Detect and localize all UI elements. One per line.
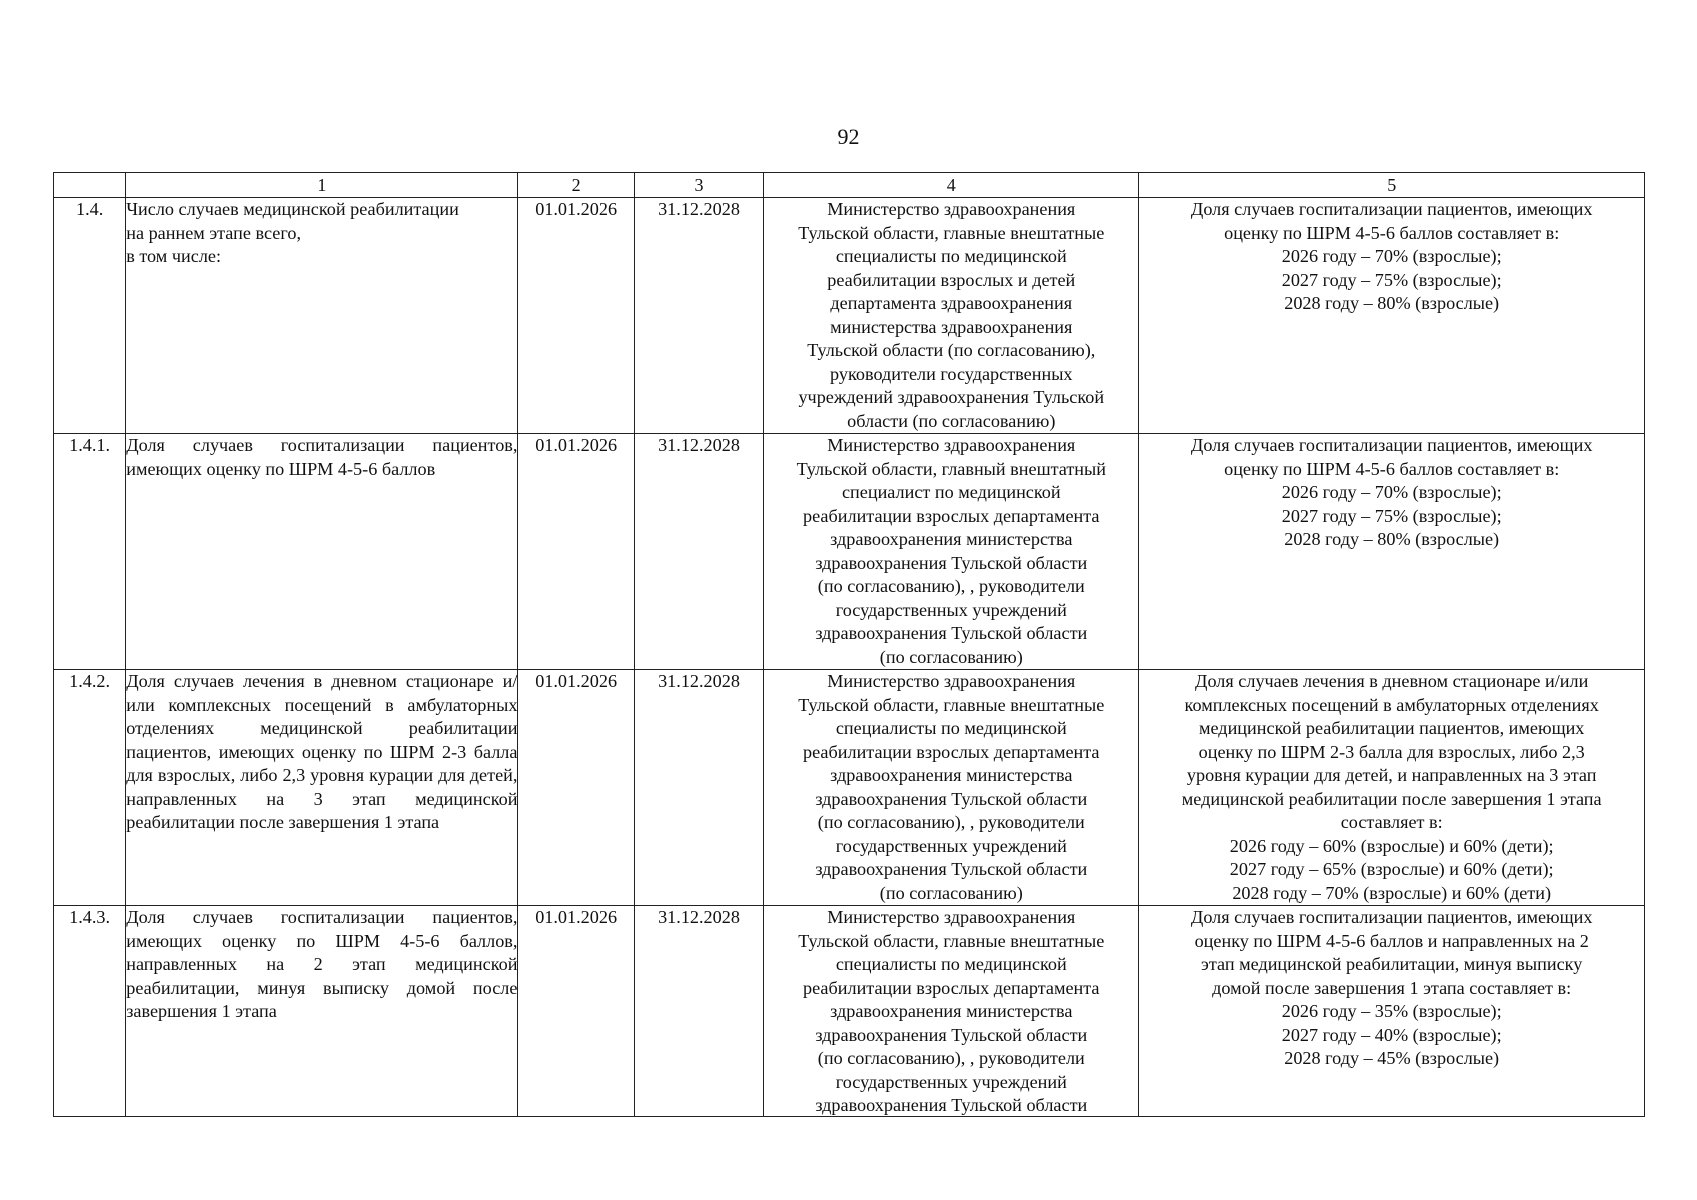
expected-result: Доля случаев госпитализации пациентов, имеющих оценку по ШРМ 4-5-6 баллов и направленных на 2 этап медицинской реабилитации, минуя выписку домой после завершения 1 этапа составляет в: 2026 году – 35% (взрослые); 2027 году – 40% (взрослые); 2028 году – 45% (взрослые) xyxy=(1139,906,1645,1117)
start-date: 01.01.2026 xyxy=(518,906,634,1117)
responsible-parties: Министерство здравоохранения Тульской области, главные внештатные специалисты по медицинской реабилитации взрослых департамента здравоохранения министерства здравоохранения Тульской области (по согласованию), , руководители государственных учреждений здравоохранения Тульской области xyxy=(798,907,1105,1115)
row-number: 1.4.1. xyxy=(54,434,126,670)
page-number: 92 xyxy=(837,124,860,149)
table-row xyxy=(54,670,1645,906)
measures-table xyxy=(53,172,1645,1117)
header-cell-5: 5 xyxy=(1139,173,1645,198)
end-date: 31.12.2028 xyxy=(634,906,763,1117)
row-number: 1.4.2. xyxy=(54,670,126,906)
table-row xyxy=(54,198,1645,434)
start-date: 01.01.2026 xyxy=(518,670,634,906)
table-row xyxy=(54,434,1645,670)
start-date: 01.01.2026 xyxy=(518,434,634,670)
responsible-parties: Министерство здравоохранения Тульской области, главные внештатные специалисты по медицинской реабилитации взрослых и детей департамента здравоохранения министерства здравоохранения Тульской области (по согласованию), руководители государственных учреждений здравоохранения Тульской области (по согласованию) xyxy=(764,198,1139,434)
end-date: 31.12.2028 xyxy=(634,434,763,670)
header-cell-1: 1 xyxy=(126,173,518,198)
row-number: 1.4. xyxy=(54,198,126,434)
end-date: 31.12.2028 xyxy=(634,198,763,434)
responsible-parties: Министерство здравоохранения Тульской области, главные внештатные специалисты по медицинской реабилитации взрослых департамента здравоохранения министерства здравоохранения Тульской области (по согласованию), , руководители государственных учреждений здравоохранения Тульской области (по согласованию) xyxy=(764,670,1139,906)
responsible-parties: Министерство здравоохранения Тульской области, главный внештатный специалист по медицинской реабилитации взрослых департамента здравоохранения министерства здравоохранения Тульской области (по согласованию), , руководители государственных учреждений здравоохранения Тульской области (по согласованию) xyxy=(764,434,1139,670)
start-date: 01.01.2026 xyxy=(518,198,634,434)
expected-result: Доля случаев госпитализации пациентов, имеющих оценку по ШРМ 4-5-6 баллов составляет в: 2026 году – 70% (взрослые); 2027 году – 75% (взрослые); 2028 году – 80% (взрослые) xyxy=(1139,434,1645,670)
header-cell-4: 4 xyxy=(764,173,1139,198)
header-cell-num xyxy=(54,173,126,198)
measure-name: Доля случаев лечения в дневном стационаре и/или комплексных посещений в амбулаторных отделениях медицинской реабилитации пациентов, имеющих оценку по ШРМ 2-3 балла для взрослых, либо 2,3 уровня курации для детей, направленных на 3 этап медицинской реабилитации после завершения 1 этапа xyxy=(126,670,518,906)
header-cell-3: 3 xyxy=(634,173,763,198)
expected-result: Доля случаев лечения в дневном стационаре и/или комплексных посещений в амбулаторных отделениях медицинской реабилитации пациентов, имеющих оценку по ШРМ 2-3 балла для взрослых, либо 2,3 уровня курации для детей, и направленных на 3 этап медицинской реабилитации после завершения 1 этапа составляет в: 2026 году – 60% (взрослые) и 60% (дети); 2027 году – 65% (взрослые) и 60% (дети); 2028 году – 70% (взрослые) и 60% (дети) xyxy=(1139,670,1645,906)
measure-name: Доля случаев госпитализации пациентов, имеющих оценку по ШРМ 4-5-6 баллов xyxy=(126,434,518,670)
measure-name: Доля случаев госпитализации пациентов, имеющих оценку по ШРМ 4-5-6 баллов, направленных на 2 этап медицинской реабилитации, минуя выписку домой после завершения 1 этапа xyxy=(126,906,518,1117)
responsible-parties-cell xyxy=(764,906,1139,1117)
table-header-row xyxy=(54,173,1645,198)
table-row xyxy=(54,906,1645,1117)
header-cell-2: 2 xyxy=(518,173,634,198)
measure-name: Число случаев медицинской реабилитации на раннем этапе всего, в том числе: xyxy=(126,198,518,434)
expected-result: Доля случаев госпитализации пациентов, имеющих оценку по ШРМ 4-5-6 баллов составляет в: 2026 году – 70% (взрослые); 2027 году – 75% (взрослые); 2028 году – 80% (взрослые) xyxy=(1139,198,1645,434)
end-date: 31.12.2028 xyxy=(634,670,763,906)
row-number: 1.4.3. xyxy=(54,906,126,1117)
